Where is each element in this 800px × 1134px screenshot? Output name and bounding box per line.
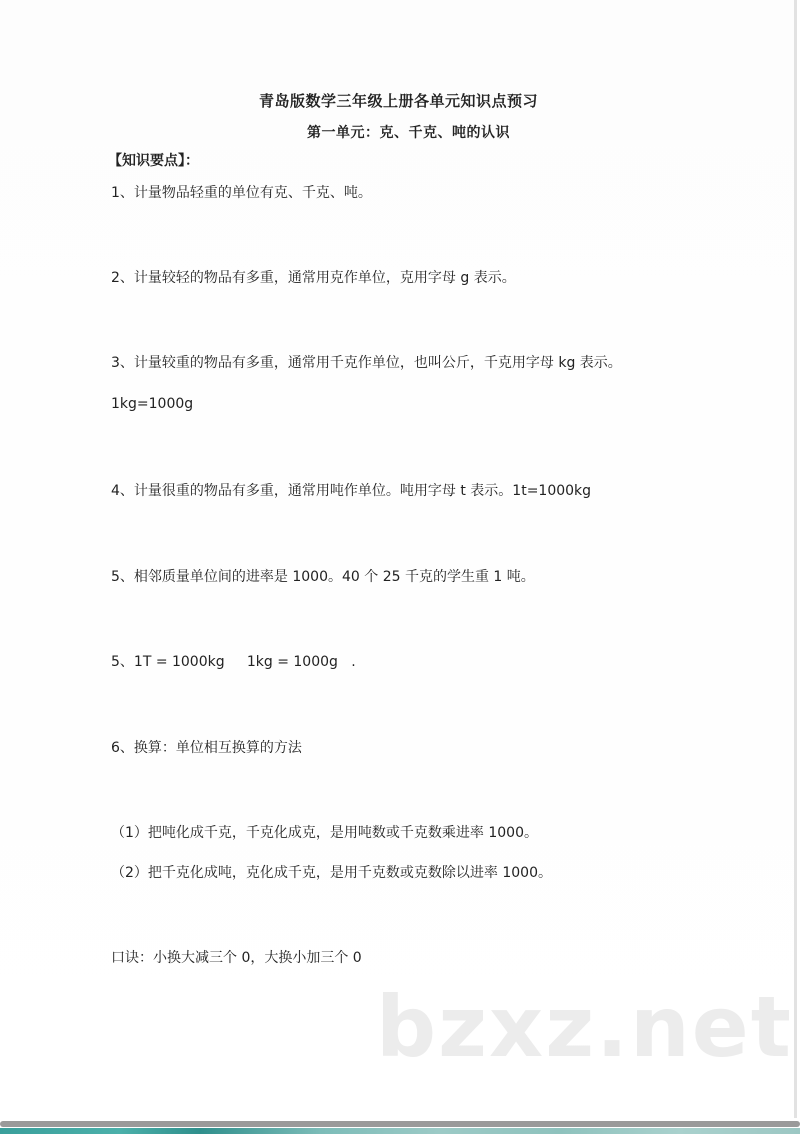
knowledge-point-5: 5、相邻质量单位间的进率是 1000。40 个 25 千克的学生重 1 吨。 (111, 569, 535, 585)
conversion-rule-1: （1）把吨化成千克，千克化成克，是用吨数或千克数乘进率 1000。 (111, 825, 538, 841)
knowledge-point-4: 4、计量很重的物品有多重，通常用吨作单位。吨用字母 t 表示。1t=1000kg (111, 483, 592, 499)
document-title: 青岛版数学三年级上册各单元知识点预习 (258, 92, 538, 110)
horizontal-scrollbar[interactable] (0, 1121, 800, 1127)
formula-kg-g: 1kg=1000g (111, 396, 194, 412)
knowledge-point-6: 6、换算：单位相互换算的方法 (111, 740, 302, 756)
knowledge-point-1: 1、计量物品轻重的单位有克、千克、吨。 (111, 185, 372, 201)
knowledge-point-2: 2、计量较轻的物品有多重，通常用克作单位，克用字母 g 表示。 (111, 270, 516, 286)
knowledge-point-3: 3、计量较重的物品有多重，通常用千克作单位，也叫公斤，千克用字母 kg 表示。 (111, 355, 622, 371)
mnemonic: 口诀：小换大减三个 0，大换小加三个 0 (111, 950, 362, 966)
knowledge-point-5b: 5、1T = 1000kg 1kg = 1000g . (111, 654, 356, 670)
background-strip (0, 1128, 800, 1134)
document-subtitle: 第一单元：克、千克、吨的认识 (307, 125, 510, 141)
watermark: bzxz.net (376, 978, 793, 1076)
conversion-rule-2: （2）把千克化成吨，克化成千克，是用千克数或克数除以进率 1000。 (111, 865, 552, 881)
section-label: 【知识要点】： (108, 153, 199, 169)
